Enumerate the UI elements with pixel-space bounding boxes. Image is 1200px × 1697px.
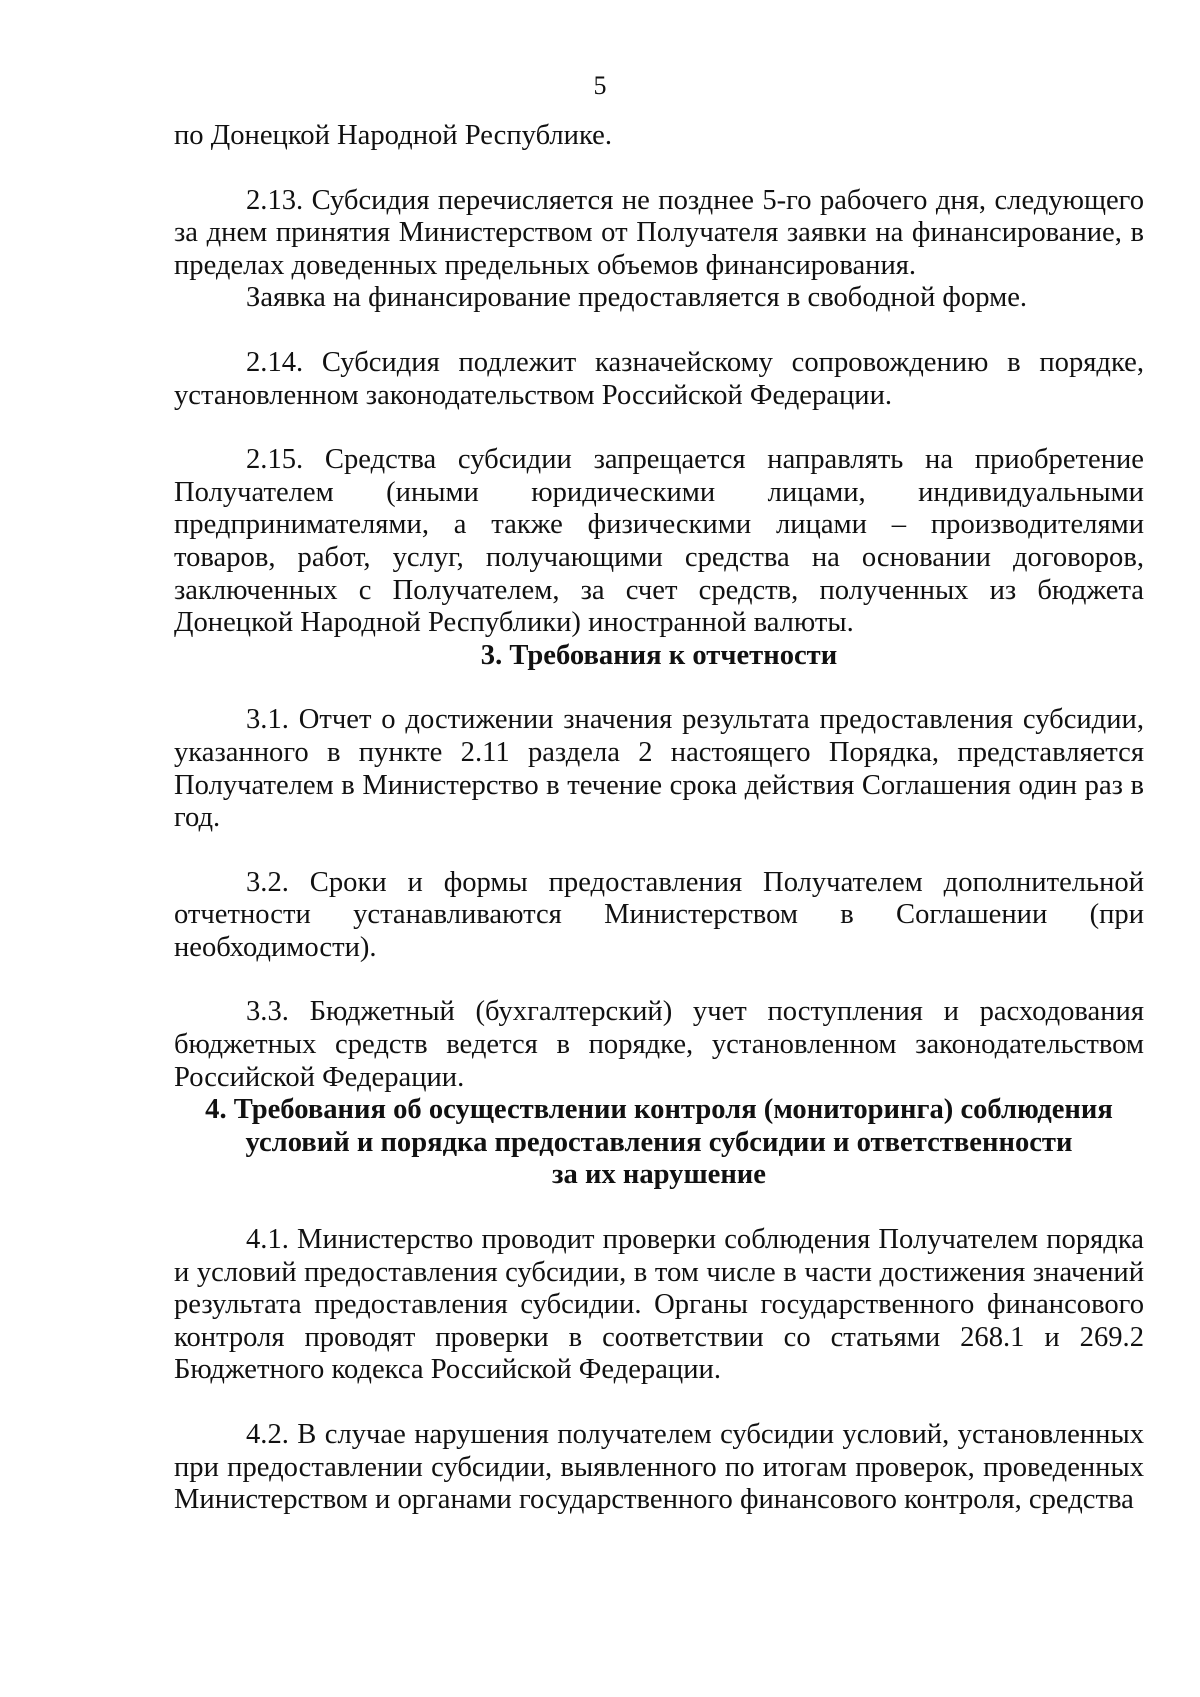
paragraph-2-15: 2.15. Средства субсидии запрещается направлять на приобретение Получателем (иными юридическими лицами, индивидуальными предпринимателями, а также физическими лицами – производителями товаров, работ, услуг, получающими средства на основании договоров, заключенных с Получателем, за счет средств, полученных из бюджета Донецкой Народной Республики) иностранной валюты. <box>174 444 1144 639</box>
paragraph-2-13: 2.13. Субсидия перечисляется не позднее 5-го рабочего дня, следующего за днем принятия Министерством от Получателя заявки на финансирование, в пределах доведенных предельных объемов финансирования. <box>174 184 1144 281</box>
paragraph-3-2: 3.2. Сроки и формы предоставления Получателем дополнительной отчетности устанавливаются Министерством в Соглашении (при необходимости). <box>174 866 1144 963</box>
section-heading-4-line-1: 4. Требования об осуществлении контроля (мониторинга) соблюдения <box>205 1094 1113 1126</box>
paragraph-3-3: 3.3. Бюджетный (бухгалтерский) учет поступления и расходования бюджетных средств ведется в порядке, установленном законодательством Российской Федерации. <box>174 996 1144 1093</box>
section-heading-4-line-2: условий и порядка предоставления субсидии и ответственности <box>245 1126 1073 1158</box>
paragraph-4-2: 4.2. В случае нарушения получателем субсидии условий, установленных при предоставлении субсидии, выявленного по итогам проверок, проведенных Министерством и органами государственного финансового контроля, средства <box>174 1419 1144 1516</box>
document-body <box>174 120 1144 1517</box>
paragraph-2-13-note: Заявка на финансирование предоставляется в свободной форме. <box>246 282 1028 314</box>
section-heading-4 <box>174 1094 1144 1192</box>
section-heading-3: 3. Требования к отчетности <box>480 639 838 671</box>
paragraph-4-1: 4.1. Министерство проводит проверки соблюдения Получателем порядка и условий предоставления субсидии, в том числе в части достижения значений результата предоставления субсидии. Органы государственного финансового контроля проводят проверки в соответствии со статьями 268.1 и 269.2 Бюджетного кодекса Российской Федерации. <box>174 1224 1144 1386</box>
paragraph-2-14: 2.14. Субсидия подлежит казначейскому сопровождению в порядке, установленном законодательством Российской Федерации. <box>174 346 1144 411</box>
page-number: 5 <box>593 71 607 100</box>
section-heading-4-line-3: за их нарушение <box>552 1159 766 1191</box>
paragraph-3-1: 3.1. Отчет о достижении значения результата предоставления субсидии, указанного в пункте 2.11 раздела 2 настоящего Порядка, представляется Получателем в Министерство в течение срока действия Соглашения один раз в год. <box>174 704 1144 834</box>
paragraph-continuation: по Донецкой Народной Республике. <box>174 120 613 151</box>
